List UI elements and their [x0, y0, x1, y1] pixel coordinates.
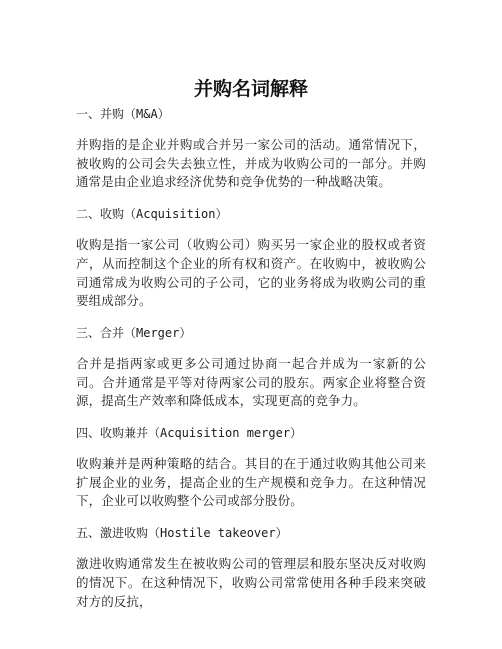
section-heading-hostile-takeover: 五、激进收购（Hostile takeover） [76, 526, 288, 541]
section-heading-ma: 一、并购（M&A） [76, 107, 170, 121]
document-body [76, 105, 426, 624]
section-body-ma: 并购指的是企业并购或合并另一家公司的活动。通常情况下，被收购的公司会失去独立性，并成为收购公司的一部分。并购通常是由企业追求经济优势和竞争优势的一种战略决策。 [76, 137, 426, 190]
section-body-acquisition: 收购是指一家公司（收购公司）购买另一家企业的股权或者资产，从而控制这个企业的所有权和资产。在收购中，被收购公司通常成为收购公司的子公司，它的业务将成为收购公司的重要组成部分。 [76, 237, 426, 309]
section-body-merger: 合并是指两家或更多公司通过协商一起合并成为一家新的公司。合并通常是平等对待两家公司的股东。两家企业将整合资源，提高生产效率和降低成本，实现更高的竞争力。 [76, 355, 426, 409]
section-heading-acquisition-merger: 四、收购兼并（Acquisition merger） [76, 426, 303, 441]
section-heading-merger: 三、合并（Merger） [76, 325, 192, 340]
section-body-hostile-takeover: 激进收购通常发生在被收购公司的管理层和股东坚决反对收购的情况下。在这种情况下，收购公司常常使用各种手段来突破对方的反抗， [76, 556, 426, 609]
document-title: 并购名词解释 [193, 78, 308, 100]
section-body-acquisition-merger: 收购兼并是两种策略的结合。其目的在于通过收购其他公司来扩展企业的业务，提高企业的生产规模和竞争力。在这种情况下，企业可以收购整个公司或部分股份。 [76, 456, 426, 509]
section-heading-acquisition: 二、收购（Acquisition） [76, 207, 228, 222]
